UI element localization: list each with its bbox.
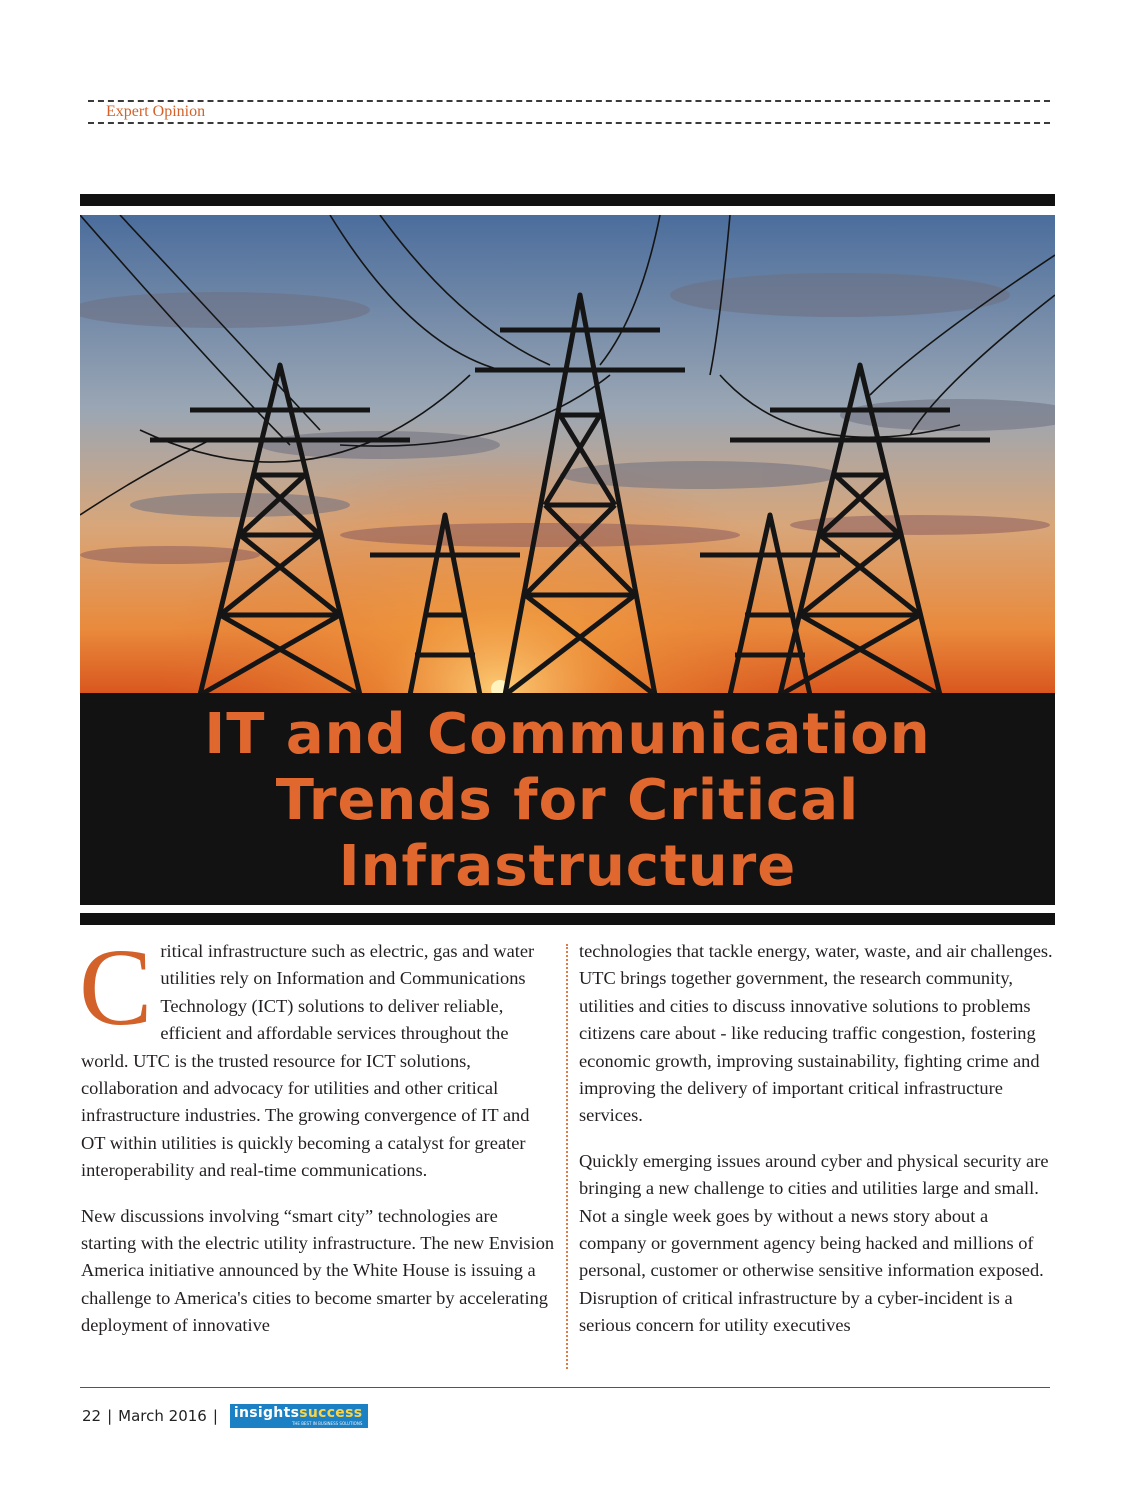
logo-tagline: THE BEST IN BUSINESS SOLUTIONS [291,1421,363,1426]
paragraph-intro [79,926,556,1185]
footer-separator-2: | [212,1407,218,1425]
issue-date: March 2016 [118,1407,207,1425]
page-number: 22 [82,1407,102,1425]
column-divider [566,944,568,1369]
title-line-2: Trends for Critical [275,768,860,833]
insights-success-logo [230,1404,368,1428]
logo-part-1: insights [233,1405,300,1421]
article-column-right [579,938,1054,1340]
footer-rule [80,1387,1050,1388]
hero-bottom-bar [80,913,1055,925]
drop-cap: C [79,926,153,1048]
page-footer [82,1403,368,1429]
hero-image-panel [80,215,1055,905]
logo-part-2: success [299,1405,363,1421]
header-dashed-rule-bottom [88,122,1050,124]
title-line-3: Infrastructure [338,834,797,899]
logo-wordmark [234,1406,362,1421]
article-title [80,702,1055,900]
header-dashed-rule-top [88,100,1050,102]
paragraph-smart-city: New discussions involving “smart city” technologies are starting with the electric utility infrastructure. The new Envision America initiative announced by the White House is issuing a challenge to America's cities to become smarter by accelerating deployment of innovative [81,1205,555,1336]
paragraph-cyber-security: Quickly emerging issues around cyber and physical security are bringing a new challenge to cities and utilities large and small. Not a single week goes by without a news story about a company or government agency being hacked and millions of personal, customer or otherwise sensitive information exposed. Disruption of critical infrastructure by a cyber-incident is a serious concern for utility executives [579,1150,1049,1336]
article-column-left [79,926,556,1340]
hero-top-bar [80,194,1055,206]
footer-separator: | [107,1407,113,1425]
title-line-1: IT and Communication [204,702,931,767]
paragraph-intro-text: ritical infrastructure such as electric, gas and water utilities rely on Information and Communications Technology (ICT) solutions to deliver reliable, efficient and affordable services throughout the world. UTC is the trusted resource for ICT solutions, collaboration and advocacy for utilities and other critical infrastructure industries. The growing convergence of IT and OT within utilities is quickly becoming a catalyst for greater interoperability and real-time communications. [81,941,535,1181]
paragraph-technologies: technologies that tackle energy, water, waste, and air challenges. UTC brings together government, the research community, utilities and cities to discuss innovative solutions to problems citizens care about - like reducing traffic congestion, fostering economic growth, improving sustainability, fighting crime and improving the delivery of important critical infrastructure services. [579,941,1053,1126]
section-header [88,96,1050,126]
section-label: Expert Opinion [102,103,209,121]
